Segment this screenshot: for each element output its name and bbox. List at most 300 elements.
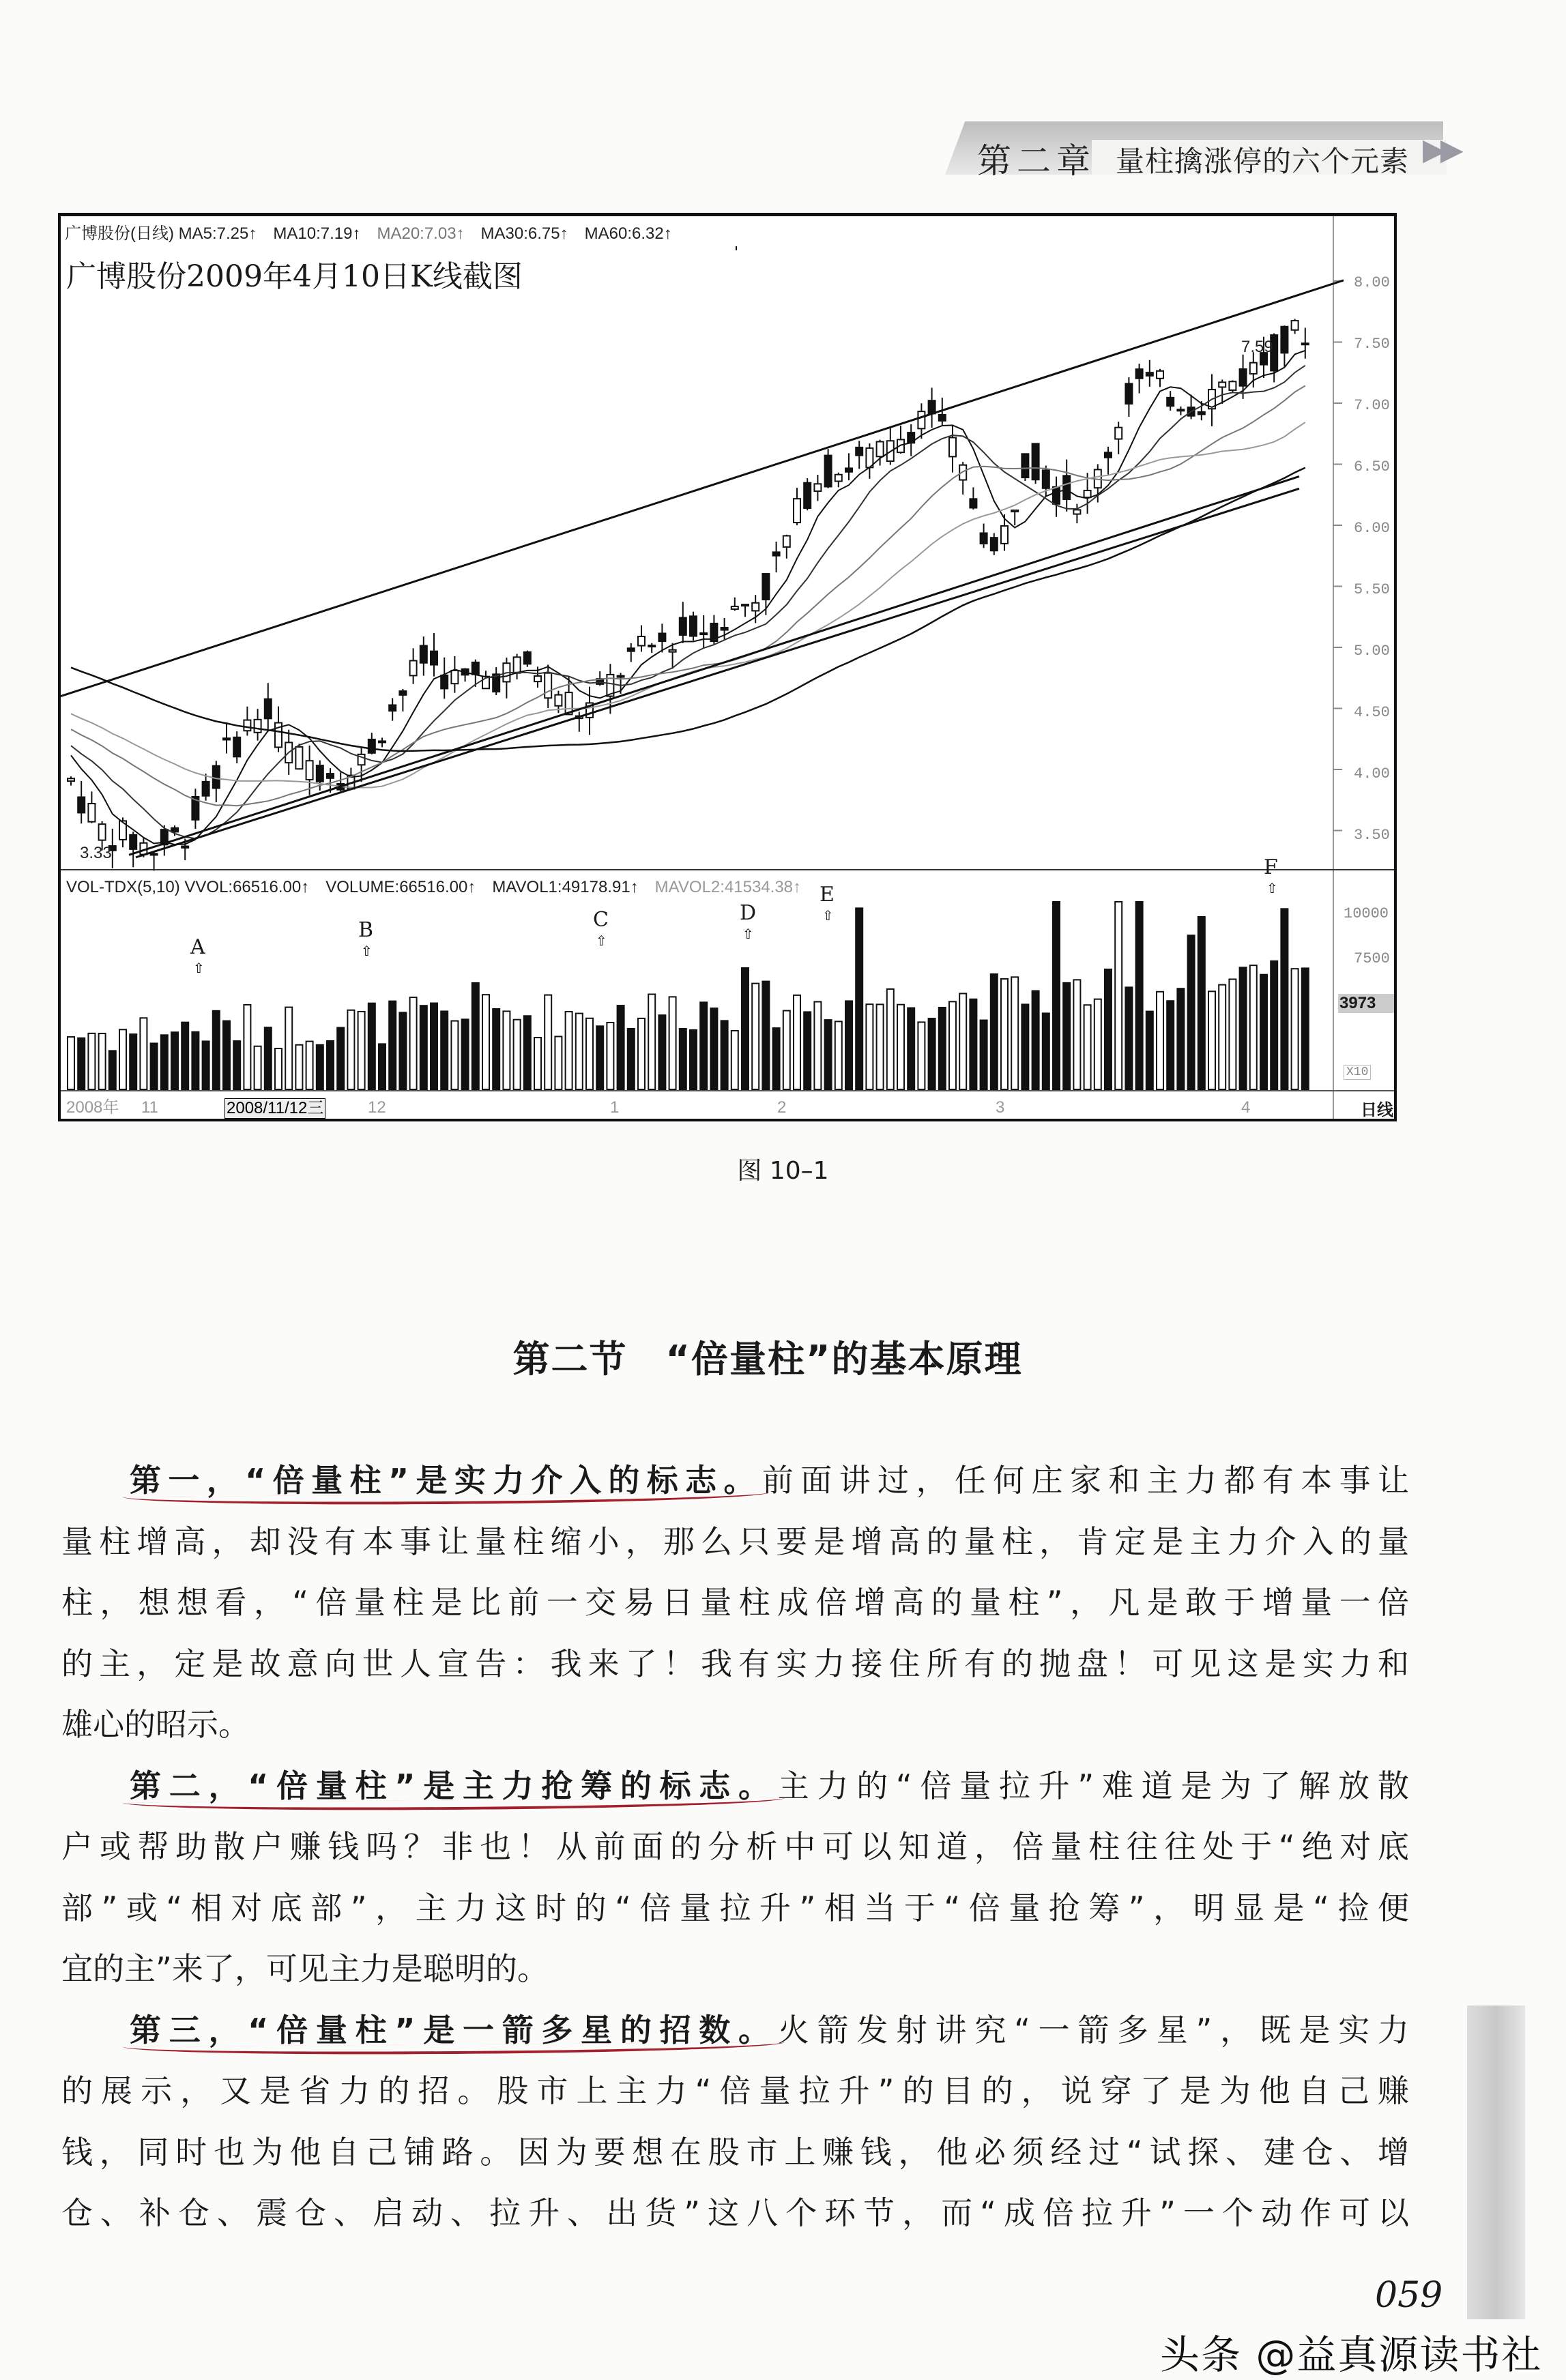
candle-down xyxy=(742,604,749,606)
up-arrow-icon: ⇧ xyxy=(596,932,607,949)
candle-down xyxy=(379,741,386,742)
candle-down xyxy=(700,633,707,634)
volume-bar-down xyxy=(680,1029,686,1089)
page-edge-shadow xyxy=(1467,2006,1525,2319)
volume-bar-down xyxy=(493,1009,499,1089)
candle-down xyxy=(658,633,665,641)
candle-up xyxy=(1219,382,1226,387)
volume-bar-down xyxy=(524,1016,531,1089)
paragraph-lead: 第一，“倍量柱”是实力介入的标志。 xyxy=(130,1462,762,1499)
candle-up xyxy=(545,673,551,699)
date-label: 2 xyxy=(777,1098,787,1117)
candle-down xyxy=(203,782,209,796)
paragraph-text: 雄心的昭示。 xyxy=(61,1706,250,1743)
candle-down xyxy=(721,628,728,630)
candle-down xyxy=(1125,383,1132,404)
volume-bar-down xyxy=(658,1015,665,1089)
volume-bar-down xyxy=(721,1020,728,1089)
paragraph-text: 前面讲过，任何庄家和主力都有本事让 xyxy=(762,1462,1409,1499)
candle-up xyxy=(1157,371,1163,379)
candle-up xyxy=(68,778,74,781)
date-label: 12 xyxy=(368,1098,386,1117)
candle-down xyxy=(991,538,998,550)
volume-bar-down xyxy=(1167,1001,1174,1089)
volume-bar-up xyxy=(1229,979,1236,1089)
candle-down xyxy=(1043,470,1049,488)
candle-down xyxy=(1136,369,1143,379)
volume-bar-down xyxy=(1188,935,1195,1089)
ma20-line xyxy=(71,386,1305,806)
candle-down xyxy=(929,400,936,413)
paragraph-line xyxy=(61,1948,1409,1989)
paragraph-line xyxy=(130,1460,1409,1501)
candle-up xyxy=(514,657,521,673)
volume-bar-down xyxy=(368,1003,375,1089)
volume-bar-down xyxy=(192,1032,199,1089)
volume-bar-down xyxy=(1105,969,1112,1089)
candle-down xyxy=(223,738,230,739)
candle-up xyxy=(306,761,313,780)
volume-bar-down xyxy=(1302,968,1309,1089)
high-price-label: 7.59 xyxy=(1241,338,1273,356)
volume-legend-mavol1: MAVOL1:49178.91↑ xyxy=(492,878,639,896)
candle-down xyxy=(171,828,178,832)
volume-bar-down xyxy=(1281,909,1288,1089)
volume-bar-up xyxy=(731,1031,738,1089)
volume-bar-up xyxy=(887,989,894,1089)
volume-bar-up xyxy=(1208,991,1215,1089)
paragraph-text: 户或帮助散户赚钱吗？非也！从前面的分析中可以知道，倍量柱往往处于“绝对底 xyxy=(61,1828,1409,1865)
candle-up xyxy=(534,676,541,681)
volume-bar-down xyxy=(825,1020,832,1089)
paragraph-line xyxy=(61,1887,1409,1928)
volume-bar-up xyxy=(275,1048,282,1089)
volume-legend xyxy=(66,878,801,897)
volume-bar-up xyxy=(244,1005,250,1089)
candle-down xyxy=(981,533,987,544)
marker-a: A xyxy=(190,935,205,959)
volume-bar-up xyxy=(835,1021,842,1089)
lower-trendline xyxy=(129,476,1299,855)
candle-down xyxy=(524,652,531,664)
price-tick: 5.00 xyxy=(1354,643,1390,660)
volume-bar-down xyxy=(1125,987,1132,1089)
marker-b: B xyxy=(358,918,374,942)
legend-ma30: MA30:6.75↑ xyxy=(480,224,568,243)
kline-chart-canvas xyxy=(61,216,1394,1119)
date-label: 2008/11/12三 xyxy=(224,1098,325,1119)
volume-bar-up xyxy=(255,1046,261,1089)
volume-bar-up xyxy=(358,1012,365,1089)
volume-bar-down xyxy=(1032,991,1039,1089)
volume-bar-down xyxy=(856,908,862,1089)
volume-bar-up xyxy=(1115,902,1122,1089)
candle-up xyxy=(877,441,884,456)
volume-bar-up xyxy=(959,993,966,1089)
volume-bar-down xyxy=(700,1002,707,1089)
paragraph-line xyxy=(61,1704,1409,1745)
paragraph-text: 的展示，又是省力的招。股市上主力“倍量拉升”的目的，说穿了是为他自己赚 xyxy=(61,2072,1409,2109)
candle-down xyxy=(182,847,188,848)
volume-bar-up xyxy=(555,1036,562,1089)
volume-bar-up xyxy=(503,1011,510,1089)
volume-bar-down xyxy=(233,1041,240,1089)
volume-bar-up xyxy=(410,997,417,1089)
price-tick: 3.50 xyxy=(1354,827,1390,844)
volume-bar-up xyxy=(607,1023,613,1089)
forward-arrows-icon: ▶▶ xyxy=(1423,132,1458,167)
paragraph-text: 柱，想想看，“倍量柱是比前一交易日量柱成倍增高的量柱”，凡是敢于增量一倍 xyxy=(61,1584,1409,1621)
date-label: 2008年 xyxy=(66,1098,119,1117)
volume-bar-down xyxy=(203,1041,209,1089)
volume-bar-up xyxy=(586,1018,593,1089)
volume-bar-down xyxy=(431,1003,437,1089)
candle-up xyxy=(1250,363,1257,374)
volume-legend-mavol2: MAVOL2:41534.38↑ xyxy=(654,878,802,896)
chart-title: 广博股份2009年4月10日K线截图 xyxy=(66,259,523,294)
lower-trendline-2 xyxy=(136,488,1299,857)
volume-bar-up xyxy=(566,1012,572,1089)
candle-up xyxy=(783,535,790,546)
volume-bar-up xyxy=(576,1014,583,1089)
price-tick: 8.00 xyxy=(1354,274,1390,291)
candle-up xyxy=(555,695,562,706)
paragraph-line xyxy=(61,2192,1409,2233)
legend-ma60: MA60:6.32↑ xyxy=(584,224,672,243)
volume-bar-down xyxy=(182,1023,188,1089)
candle-down xyxy=(1021,454,1028,478)
up-arrow-icon: ⇧ xyxy=(361,943,373,959)
candle-up xyxy=(949,437,956,456)
paragraph-text: 部”或“相对底部”，主力这时的“倍量拉升”相当于“倍量抢筹”，明显是“捡便 xyxy=(61,1889,1409,1926)
volume-bar-down xyxy=(596,1026,603,1089)
candle-up xyxy=(451,671,458,684)
candle-up xyxy=(1229,381,1236,390)
volume-bar-up xyxy=(1001,979,1008,1089)
ma5-line xyxy=(71,351,1305,844)
volume-bar-up xyxy=(119,1029,126,1089)
candle-down xyxy=(420,646,427,663)
volume-bar-up xyxy=(794,995,800,1089)
candle-down xyxy=(856,447,862,456)
volume-bar-up xyxy=(545,995,551,1089)
volume-bar-up xyxy=(285,1008,292,1089)
candle-up xyxy=(1084,490,1091,497)
paragraph-line xyxy=(61,1582,1409,1623)
candle-up xyxy=(255,720,261,733)
volume-bar-up xyxy=(1011,977,1018,1089)
date-label: 11 xyxy=(141,1098,158,1117)
candle-down xyxy=(825,456,832,487)
candle-up xyxy=(1115,428,1122,439)
paragraph-text: 仓、补仓、震仓、启动、拉升、出货”这八个环节，而“成倍拉升”一个动作可以 xyxy=(61,2194,1409,2231)
candle-up xyxy=(244,720,250,731)
volume-bar-up xyxy=(1084,1005,1091,1089)
volume-bar-down xyxy=(223,1021,230,1089)
period-label: 日线 xyxy=(1361,1100,1393,1119)
volume-legend-vol: VOL-TDX(5,10) VVOL:66516.00↑ xyxy=(66,878,310,896)
volume-bar-down xyxy=(991,974,998,1089)
candle-up xyxy=(731,606,738,609)
paragraph-text: 钱，同时也为他自己铺路。因为要想在股市上赚钱，他必须经过“试探、建仓、增 xyxy=(61,2133,1409,2171)
candle-down xyxy=(1302,343,1309,344)
candle-down xyxy=(317,765,323,782)
legend-ma5: 广博股份(日线) MA5:7.25↑ xyxy=(65,224,257,243)
volume-tick-7500: 7500 xyxy=(1354,950,1390,967)
candle-down xyxy=(773,552,780,555)
paragraph-text: 火箭发射讲究“一箭多星”，既是实力 xyxy=(777,2011,1409,2048)
volume-bar-down xyxy=(1146,1012,1153,1089)
volume-bar-down xyxy=(742,968,749,1089)
candle-down xyxy=(1032,443,1039,480)
date-label: 1 xyxy=(610,1098,620,1117)
volume-bar-down xyxy=(773,1028,780,1089)
date-label: 3 xyxy=(996,1098,1005,1117)
volume-bar-down xyxy=(379,1044,386,1089)
volume-bar-down xyxy=(1198,917,1205,1089)
volume-bar-up xyxy=(752,984,759,1089)
volume-bar-down xyxy=(804,1012,811,1089)
paragraph-text: 主力的“倍量拉升”难道是为了解放散 xyxy=(777,1767,1409,1804)
volume-bar-up xyxy=(1094,999,1101,1089)
candle-down xyxy=(618,676,624,677)
candle-up xyxy=(1001,526,1008,544)
figure-caption: 图 10–1 xyxy=(737,1157,829,1185)
volume-bar-up xyxy=(534,1038,541,1089)
paragraph-line xyxy=(61,2132,1409,2173)
candle-down xyxy=(472,662,479,675)
up-arrow-icon: ⇧ xyxy=(742,926,754,942)
candle-down xyxy=(1167,398,1174,406)
candle-up xyxy=(752,603,759,611)
candle-down xyxy=(78,797,85,812)
volume-bar-up xyxy=(648,995,655,1089)
volume-bar-down xyxy=(1271,961,1277,1089)
candle-up xyxy=(669,650,676,652)
candle-down xyxy=(265,699,272,719)
volume-bar-up xyxy=(783,1011,790,1089)
volume-tick-10000: 10000 xyxy=(1344,905,1389,922)
volume-unit: X10 xyxy=(1344,1065,1371,1080)
volume-bar-down xyxy=(1260,975,1267,1089)
volume-bar-down xyxy=(130,1034,136,1089)
volume-bar-up xyxy=(918,1022,925,1089)
volume-bar-up xyxy=(306,1042,313,1089)
section-title: 第二节 “倍量柱”的基本原理 xyxy=(512,1338,1023,1381)
paragraph-line xyxy=(61,1826,1409,1867)
volume-bar-up xyxy=(877,1004,884,1089)
candle-up xyxy=(99,824,106,840)
price-tick: 4.50 xyxy=(1354,704,1390,721)
volume-bar-up xyxy=(482,995,489,1089)
candle-up xyxy=(410,661,417,676)
up-arrow-icon: ⇧ xyxy=(1266,880,1278,896)
candle-down xyxy=(1063,475,1070,499)
volume-bar-up xyxy=(140,1018,147,1089)
candle-down xyxy=(1281,327,1288,353)
volume-legend-volume: VOLUME:66516.00↑ xyxy=(325,878,476,896)
chapter-number: 第二章 xyxy=(977,141,1096,181)
paragraph-line xyxy=(130,1765,1409,1806)
volume-bar-down xyxy=(161,1035,168,1089)
price-tick: 4.00 xyxy=(1354,765,1390,782)
volume-bar-down xyxy=(1063,983,1070,1089)
candle-down xyxy=(213,766,220,789)
paragraph-line xyxy=(61,1521,1409,1562)
ma60-line xyxy=(71,468,1305,751)
candle-down xyxy=(441,675,448,689)
volume-bar-down xyxy=(981,1020,987,1089)
candle-down xyxy=(1053,487,1060,504)
volume-bar-down xyxy=(970,999,976,1089)
candle-up xyxy=(794,499,800,523)
volume-bar-down xyxy=(462,1019,469,1089)
candle-down xyxy=(368,739,375,753)
volume-bar-down xyxy=(908,1008,914,1089)
paragraph-line xyxy=(61,2070,1409,2111)
paragraph-line xyxy=(130,2010,1409,2051)
candle-down xyxy=(628,648,635,651)
volume-bar-up xyxy=(451,1021,458,1089)
volume-bar-down xyxy=(213,1011,220,1089)
volume-bar-up xyxy=(866,1004,873,1089)
price-tick: 6.50 xyxy=(1354,458,1390,475)
volume-bar-down xyxy=(762,982,769,1089)
volume-bar-down xyxy=(1053,902,1060,1089)
volume-bar-down xyxy=(690,1030,697,1089)
candle-down xyxy=(1198,412,1205,415)
volume-bar-down xyxy=(1177,988,1184,1089)
volume-bar-up xyxy=(638,1018,645,1089)
kline-chart-figure xyxy=(58,213,1397,1121)
legend-ma10: MA10:7.19↑ xyxy=(273,224,361,243)
candle-up xyxy=(835,475,842,482)
candle-down xyxy=(804,483,811,508)
volume-bar-up xyxy=(295,1045,302,1089)
candle-down xyxy=(399,691,406,695)
candle-down xyxy=(845,468,852,471)
volume-bar-down xyxy=(1021,1004,1028,1089)
volume-bar-down xyxy=(151,1043,158,1089)
volume-bar-down xyxy=(1136,902,1143,1089)
candle-down xyxy=(389,705,396,711)
up-arrow-icon: ⇧ xyxy=(193,960,205,976)
volume-bar-up xyxy=(347,1010,354,1089)
volume-bar-down xyxy=(171,1032,178,1089)
candle-down xyxy=(680,617,686,634)
page-number: 059 xyxy=(1375,2275,1443,2316)
volume-bar-down xyxy=(1043,1013,1049,1089)
volume-current-value: 3973 xyxy=(1338,994,1394,1013)
candle-down xyxy=(1146,372,1153,376)
marker-e: E xyxy=(820,883,835,907)
price-legend xyxy=(65,224,672,244)
volume-bar-down xyxy=(265,1027,272,1089)
volume-bar-down xyxy=(618,1005,624,1089)
candle-down xyxy=(1105,452,1112,457)
paragraph-text: 的主，定是故意向世人宣告：我来了！我有实力接住所有的抛盘！可见这是实力和 xyxy=(61,1645,1409,1682)
volume-bar-up xyxy=(897,1005,904,1089)
volume-bar-down xyxy=(628,1029,635,1089)
candle-up xyxy=(814,484,821,491)
candle-down xyxy=(1177,409,1184,411)
candle-up xyxy=(295,747,302,769)
marker-d: D xyxy=(740,901,757,925)
volume-bar-down xyxy=(710,1008,717,1089)
paragraph-line xyxy=(61,1643,1409,1684)
volume-bar-up xyxy=(514,1020,521,1089)
paragraph-text: 量柱增高，却没有本事让量柱缩小，那么只要是增高的量柱，肯定是主力介入的量 xyxy=(61,1523,1409,1560)
paragraph-lead: 第三，“倍量柱”是一箭多星的招数。 xyxy=(130,2011,778,2048)
volume-bar-up xyxy=(669,997,676,1089)
price-tick: 5.50 xyxy=(1354,581,1390,598)
volume-bar-down xyxy=(472,983,479,1089)
candle-down xyxy=(233,737,240,756)
volume-bar-down xyxy=(337,1027,344,1089)
volume-bar-up xyxy=(68,1037,74,1089)
price-tick: 6.00 xyxy=(1354,520,1390,537)
candle-down xyxy=(151,853,158,855)
paragraph-lead: 第二，“倍量柱”是主力抢筹的标志。 xyxy=(130,1767,778,1804)
candle-down xyxy=(762,574,769,600)
volume-bar-down xyxy=(929,1018,936,1089)
volume-bar-down xyxy=(327,1041,334,1089)
volume-bar-down xyxy=(939,1008,946,1089)
volume-bar-up xyxy=(1292,969,1299,1089)
paragraph-text: 宜的主”来了，可见主力是聪明的。 xyxy=(61,1950,549,1987)
volume-bar-down xyxy=(1240,967,1247,1089)
marker-c: C xyxy=(593,908,609,932)
volume-bar-up xyxy=(1219,985,1226,1089)
volume-bar-up xyxy=(88,1033,95,1089)
candle-down xyxy=(939,415,946,421)
volume-bar-down xyxy=(317,1045,323,1089)
date-label: 4 xyxy=(1241,1098,1251,1117)
candle-up xyxy=(1073,510,1080,514)
volume-bar-down xyxy=(399,1012,406,1089)
candle-down xyxy=(970,499,976,508)
candle-down xyxy=(431,651,437,665)
volume-bar-down xyxy=(389,1001,396,1089)
volume-bar-down xyxy=(78,1038,85,1089)
candle-up xyxy=(638,636,645,646)
candle-up xyxy=(88,804,95,822)
price-tick: 7.50 xyxy=(1354,336,1390,353)
up-arrow-icon: ⇧ xyxy=(822,907,834,924)
volume-bar-down xyxy=(420,1005,427,1089)
volume-bar-down xyxy=(441,1011,448,1089)
volume-bar-up xyxy=(1157,992,1163,1089)
volume-bar-up xyxy=(1250,965,1257,1089)
candle-up xyxy=(918,411,925,428)
chapter-title: 量柱擒涨停的六个元素 xyxy=(1116,145,1410,178)
volume-bar-down xyxy=(845,1001,852,1089)
candle-up xyxy=(1011,510,1018,512)
candle-up xyxy=(1292,321,1299,330)
volume-bar-up xyxy=(949,1001,956,1089)
marker-f: F xyxy=(1264,855,1278,879)
candle-down xyxy=(690,616,697,636)
volume-bar-up xyxy=(814,1002,821,1089)
watermark: 头条 @益真源读书社 xyxy=(1160,2332,1543,2378)
candle-down xyxy=(130,835,136,849)
candle-down xyxy=(1240,369,1247,386)
volume-bar-up xyxy=(99,1033,106,1089)
candle-down xyxy=(327,774,334,778)
volume-bar-up xyxy=(1073,980,1080,1089)
legend-ma20: MA20:7.03↑ xyxy=(377,224,465,243)
candle-up xyxy=(648,645,655,647)
